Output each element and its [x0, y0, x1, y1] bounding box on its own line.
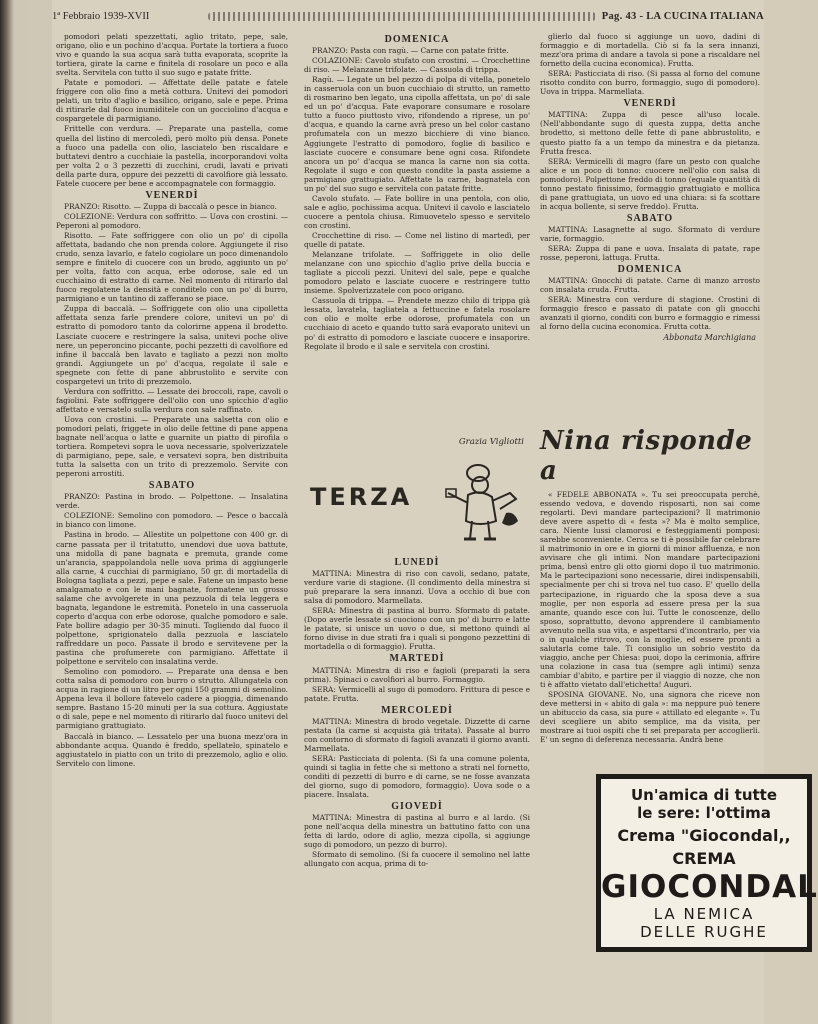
header-ornament: [208, 12, 596, 21]
author-signature: Abbonata Marchigiana: [663, 333, 756, 343]
paragraph: glierlo dal fuoco si aggiunge un uovo, dadini di formaggio e di mortadella. Ciò si fa la sera innanzi, mezz'ora prima di andare a tavola si pone a riscaldare nel fornetto della cucina economica). Frutta.: [540, 32, 760, 69]
paragraph: « FEDELE ABBONATA ». Tu sei preoccupata perchè, essendo vedova, e dovendo risposarti, non sai come regolarti. Devi mandare partecipazioni? Il matrimonio deve avere aspetto di « festa »? Ma è molto semplice, cara. Niente lussi clamorosi e festeggiamenti pomposi: sarebbe sconveniente. Cerca se ti è possibile far celebrare il matrimonio in ore e in giorni di minor affluenza, e non avvisare che gli intimi. Non mandare partecipazioni prima, bensì entro gli otto giorni dopo il tuo matrimonio. Ma le partecipazioni sono necessarie, direi indispensabili, specialmente per chi si trova nel tuo caso. E' quello della partecipazione, in riguardo che la sposa deve a sua moglie, per non esporla ad essere presa per la sua amante, quando esce con lui. Tutte le conoscenze, dello sposo, soprattutto, devono apprendere il cambiamento avvenuto nella sua vita, e aspettarsi d'incontrarlo, per via o in qualche ritrovo, con la moglie, ed essere pronti a salutarla come tale. Ti consiglio un sobrio vestito da viaggio, anche per Chiesa: puoi, dopo la cerimonia, affrire una colazione in casa tua (sempre agli intimi) senza cambiar d'abito, e partire per il viaggio di nozze, che non ti è affatto vietato dall'etichetta! Auguri.: [540, 490, 760, 689]
paragraph: Sformato di semolino. (Si fa cuocere il semolino nel latte allungato con acqua, prima di to-: [304, 850, 530, 869]
paragraph: Frittelle con verdura. — Preparate una pastella, come quella del listino di mercoledì, però molto più densa. Ponete a fuoco una padella con olio, lasciatelo ben riscaldare e buttatevi dentro a cucchiaie la pastella, incorporandovi volta per volta 2 o 3 pezzetti di zucchini, crudi, lavati e privati della parte dura, oppure dei pezzetti di cavolfiore già lessato. Fatele cuocere per bene e accompagnatele con formaggio.: [56, 124, 288, 188]
paragraph: MATTINA: Minestra di riso e fagioli (preparati la sera prima). Spinaci o cavolfiori al burro. Formaggio.: [304, 665, 530, 684]
paragraph: SERA: Minestra con verdure di stagione. Crostini di formaggio fresco e passato di patate con gli gnocchi avanzati il giorno, conditi con burro e formaggio e rimessi al forno della cucina economica. Frutta cotta.: [540, 295, 760, 332]
day-heading-sabato: SABATO: [626, 212, 674, 224]
day-heading-domenica: DOMENICA: [617, 264, 683, 276]
page-header: [52, 6, 764, 26]
nina-column: [540, 420, 760, 835]
ad-line: le sere: l'ottima: [637, 804, 771, 822]
paragraph: PRANZO: Pasta con ragù. — Carne con patate fritte.: [312, 46, 509, 56]
giocondal-advertisement: [596, 774, 818, 952]
paragraph: SERA: Pasticciata di polenta. (Si fa una comune polenta, quindi si taglia in fette che si mettono a strati nel fornetto, conditi di pezzetti di burro e di carne, se ne fosse avanzata del giorno, sugo di pomodoro, formaggio). Uova sode o a piacere. Insalata.: [304, 753, 530, 800]
paragraph: SERA: Pasticciata di riso. (Si passa al forno del comune risotto condito con burro, formaggio, sugo di pomodoro). Uova in trippa. Marmellata.: [540, 69, 760, 97]
header-date: 1ª Febbraio 1939-XVII: [52, 10, 150, 22]
paragraph: Verdura con soffritto. — Lessate dei broccoli, rape, cavoli o fagiolini. Fate soffriggere dell'olio con uno spicchio d'aglio affettato e versatelo sulla verdura con sale raffinato.: [56, 386, 288, 414]
paragraph: PRANZO: Risotto. — Zuppa di baccalà o pesce in bianco.: [64, 201, 277, 211]
author-signature: Grazia Vigliotti: [458, 437, 524, 447]
paragraph: MATTINA: Minestra di brodo vegetale. Dizzette di carne pestata (la carne si acquista già tritata). Passate al burro con contorno di sformato di fagioli avanzati il giorno avanti. Marmellata.: [304, 716, 530, 753]
paragraph: pomodori pelati spezzettati, aglio tritato, pepe, sale, origano, olio e un pochino d'acqua. Portate la tortiera a fuoco vivo e quando la sua acqua sarà tutta evaporata, scoprite la tortiera, girate la carne e finitela di rosolare un poco e alla svelta. Servitela con tutto il suo sugo e patate fritte.: [56, 32, 288, 78]
ad-line: DELLE RUGHE: [640, 923, 768, 941]
paragraph: SERA: Minestra di pastina al burro. Sformato di patate. (Dopo averle lessate si cuociono con un po' di burro e latte le patate, si unisce un uovo o due, si mettono quindi al forno divise in due strati fra i quali si pongono pezzettini di mortadella o di formaggio). Frutta.: [304, 606, 530, 652]
ad-line: Un'amica di tutte: [630, 786, 778, 804]
column-2-menu: [304, 555, 530, 1020]
paragraph: MATTINA: Minestra di pastina al burro e al lardo. (Si pone nell'acqua della minestra un battutino fatto con una fetta di lardo, odore di aglio, mezza cipolla, si aggiunge sugo di pomodoro, un pezzo di burro).: [304, 813, 530, 850]
column-2: [304, 32, 530, 452]
day-heading-giovedi: GIOVEDÌ: [391, 801, 443, 813]
day-heading-venerdi: VENERDÌ: [623, 98, 677, 110]
paragraph: SERA: Zuppa di pane e uova. Insalata di patate, rape rosse, peperoni, lattuga. Frutta.: [540, 244, 760, 263]
paragraph: Melanzane trifolate. — Soffriggete in olio delle melanzane con uno spicchio d'aglio prive della buccia e tagliate a piccoli pezzi. Unitevi del sale, pepe e qualche pomodoro pelato e lasciate cuocere e restringere tutto insieme. Spolverizzatele con poco origano.: [304, 250, 530, 296]
paragraph: Pastina in brodo. — Allestite un polpettone con 400 gr. di carne passata per il tritatutto, unendovi due uova battute, una midolla di pane bagnata e premuta, grande come un'arancia, spappolandola nelle uova prima di aggiungerle alla carne, 4 cucchiai di parmigiano, 50 gr. di mortadella di Bologna tagliata a pezzi, pepe e sale. Fatene un impasto bene amalgamato e con le mani bagnate, formatene un grosso salame che avvolgerete in una pezzuola di tela leggera e bagnata, legandone le estremità. Ponetelo in una casseruola coperto d'acqua con erbe odorose, qualche pomodoro e sale. Fate bollire adagio per 30-35 minuti. Togliendo dal fuoco il polpettone, sprigionatelo dalla pezzuola e lasciatelo raffreddare un poco. Passate il brodo e servitevene per la pastina che profumerete con parmigiano. Affettate il polpettone e servitelo con insalatina verde.: [56, 530, 288, 667]
paragraph: Risotto. — Fate soffriggere con olio un po' di cipolla affettata, badando che non prenda colore. Aggiungete il riso crudo, senza lavarlo, e fatelo cogiolare un poco dimenandolo sempre e finitelo di cuocere con un brodo, aggiunto un po' per volta, fatto con acqua, erbe odorose, sale ed un cucchiaino di estratto di carne. Nel momento di ritirarlo dal fuoco regolatene la densità e conditelo con un po' di burro, parmigiano e un tantino di zafferano se piace.: [56, 230, 288, 304]
terza-section-header: [304, 425, 530, 553]
column-3: [540, 32, 760, 412]
paragraph: COLEZIONE: Verdura con soffritto. — Uova con crostini. — Peperoni al pomodoro.: [56, 211, 288, 230]
day-heading-sabato: SABATO: [148, 480, 196, 492]
column-1: [56, 32, 288, 1022]
day-heading-lunedi: LUNEDÌ: [394, 557, 440, 568]
paragraph: PRANZO: Pastina in brodo. — Polpettone. — Insalatina verde.: [56, 492, 288, 511]
day-heading-domenica: DOMENICA: [384, 34, 450, 45]
paragraph: Semolino con pomodoro. — Preparate una densa e ben cotta salsa di pomodoro con burro o strutto. Allungatela con acqua in ragione di un litro per ogni 150 grammi di semolino. Appena leva il bollore fatevelo cadere a pioggia, dimenando sempre. Bastano 15-20 minuti per la sua cottura. Aggiustate o di sale, pepe e nel momento di ritirarlo dal fuoco unitevi del parmigiano grattugiato.: [56, 667, 289, 731]
paragraph: Zuppa di baccalà. — Soffriggete con olio una cipolletta affettata senza farle prendere colore, unitevi un po' di estratto di pomodoro tanto da colorirne appena il brodetto. Lasciate cuocere e restringere la salsa, unitevi poche olive nere, un peperoncino piccante, pochi pezzetti di cavolfiore ed infine il baccalà ben lavato e tagliato a pezzi non molto grandi. Aggiungete un po' d'acqua, regolate il sale e spegnete con fette di pane abbrustolito e servite con cospargetevi un trito di prezzemolo.: [56, 304, 288, 386]
paragraph: Crocchettine di riso. — Come nel listino di martedì, per quelle di patate.: [304, 230, 530, 250]
paragraph: MATTINA: Zuppa di pesce all'uso locale. (Nell'abbondante sugo di questa zuppa, detta anche brodetto, si mettono delle fette di pane abbrustolito, e questo piatto fa a un tempo da minestra e da pietanza. Frutta fresca.: [540, 110, 760, 156]
paragraph: MATTINA: Gnocchi di patate. Carne di manzo arrosto con insalata cruda. Frutta.: [540, 276, 760, 295]
paragraph: MATTINA: Lasagnette al sugo. Sformato di verdure varie, formaggio.: [540, 224, 760, 243]
day-heading-venerdi: VENERDÌ: [145, 189, 199, 201]
paragraph: Uova con crostini. — Preparate una salsetta con olio e pomodori pelati, friggete in olio delle fettine di pane appena bagnate nell'acqua o latte e guarnite un piatto di pirofila o tortiera. Rompetevi sopra le uova necessarie, spolverizzatele di parmigiano, pepe, sale, e versatevi sopra, ben distribuita tutta la salsetta con un trito di prezzemolo. Servite con peperoni arrostiti.: [56, 414, 288, 479]
magazine-page: [52, 0, 818, 1024]
paragraph: SPOSINA GIOVANE. No, una signora che riceve non deve mettersi in « abito di gala »: ma neppure può tenere un abituccio da casa, sia pure « attillato ed elegante ». Tu devi scegliere un abito semplice, ma da visita, per mostrare ai tuoi ospiti che ti sei preparata per accoglierli. E' un segno di deferenza necessaria. Andrà bene: [540, 690, 760, 745]
ad-line: Crema "Giocondal,,: [617, 826, 791, 845]
paragraph: Cavolo stufato. — Fate bollire in una pentola, con olio, sale e aglio, pochissima acqua. Unitevi il cavolo e lasciatelo cuocere a pentola chiusa. Rimuovetelo spesso e servitelo con crostini.: [304, 193, 530, 230]
paragraph: Baccalà in bianco. — Lessatelo per una buona mezz'ora in abbondante acqua. Quando è freddo, spellatelo, spinatelo e aggiustatelo in piatto con un trito di prezzemolo, aglio e olio. Servitelo con limone.: [56, 731, 288, 768]
ad-line: LA NEMICA: [653, 905, 755, 923]
paragraph: SERA: Vermicelli al sugo di pomodoro. Frittura di pesce e patate. Frutta.: [304, 684, 530, 703]
paragraph: COLAZIONE: Cavolo stufato con crostini. — Crocchettine di riso. — Melanzane trifolate. — Cassuola di trippa.: [304, 56, 530, 75]
section-title-terza: TERZA: [310, 483, 413, 511]
cook-illustration-icon: [444, 455, 524, 545]
paragraph: Patate e pomodori. — Affettate delle patate e fatele friggere con olio fino a metà cottura. Unitevi dei pomodori pelati, un trito d'aglio e basilico, origano, sale e pepe. Prima di ritirarle dal fuoco inumiditele con un gocciolino d'acqua e cospargetele di parmigiano.: [56, 78, 288, 124]
paragraph: COLEZIONE: Semolino con pomodoro. — Pesce o baccalà in bianco con limone.: [56, 511, 288, 530]
paragraph: SERA: Vermicelli di magro (fare un pesto con qualche alice e un poco di tonno: cuocere nell'olio con salsa di pomodoro). Polpettone freddo di tonno (eguale quantità di tonno pestato finissimo, formaggio grattugiato e mollica di pane grattugiata, un uovo ed una chiara: si fa scottare in acqua bollente, si serve freddo). Frutta.: [540, 156, 760, 211]
nina-title: Nina risponde a: [540, 426, 753, 486]
day-heading-martedi: MARTEDÌ: [389, 653, 445, 665]
header-page-title: Pag. 43 - LA CUCINA ITALIANA: [601, 10, 764, 22]
ad-line: CREMA: [672, 849, 736, 868]
ad-brand: GIOCONDAL: [601, 869, 818, 905]
paragraph: Cassuola di trippa. — Prendete mezzo chilo di trippa già lessata, lavatela, tagliatela a fettuccine e fatela rosolare con olio e molte erbe odorose, profumatela con un cucchiaio di aceto e quando tutto sarà evaporato unitevi un po' di estratto di pomodoro e lasciate cuocere e insaporire. Regolate il brodo e il sale e servitela con crostini.: [304, 296, 530, 351]
paragraph: MATTINA: Minestra di riso con cavoli, sedano, patate, verdure varie di stagione. (Il condimento della minestra si può preparare la sera innanzi. Uova a occhio di bue con salsa di pomodoro. Marmellata.: [304, 569, 530, 606]
paragraph: Ragù. — Legate un bel pezzo di polpa di vitella, ponetelo in casseruola con un buon cucchiaio di strutto, un rametto di rosmarino ben legato, una cipolla affettata, un po' di sale ed un po' d'acqua. Fate evaporare consumare e rosolare tutto a fuoco piuttosto vivo, rifondendo a riprese, un po' d'acqua, e quando la carne avrà preso un bel color castano profumatela con un mezzo bicchiere di vino bianco. Aggiungete l'estratto di pomodoro, foglie di basilico e lasciate cuocere e consumare bene ogni cosa. Rifondete ancora un po' d'acqua se manca la carne non sia cotta. Regolate il sugo e con questo condite la pasta assieme a parmigiano grattugiato. Affettate la carne, bagnatela con un po' del suo sugo e servitela con patate fritte.: [304, 75, 530, 193]
day-heading-mercoledi: MERCOLEDÌ: [381, 704, 453, 716]
